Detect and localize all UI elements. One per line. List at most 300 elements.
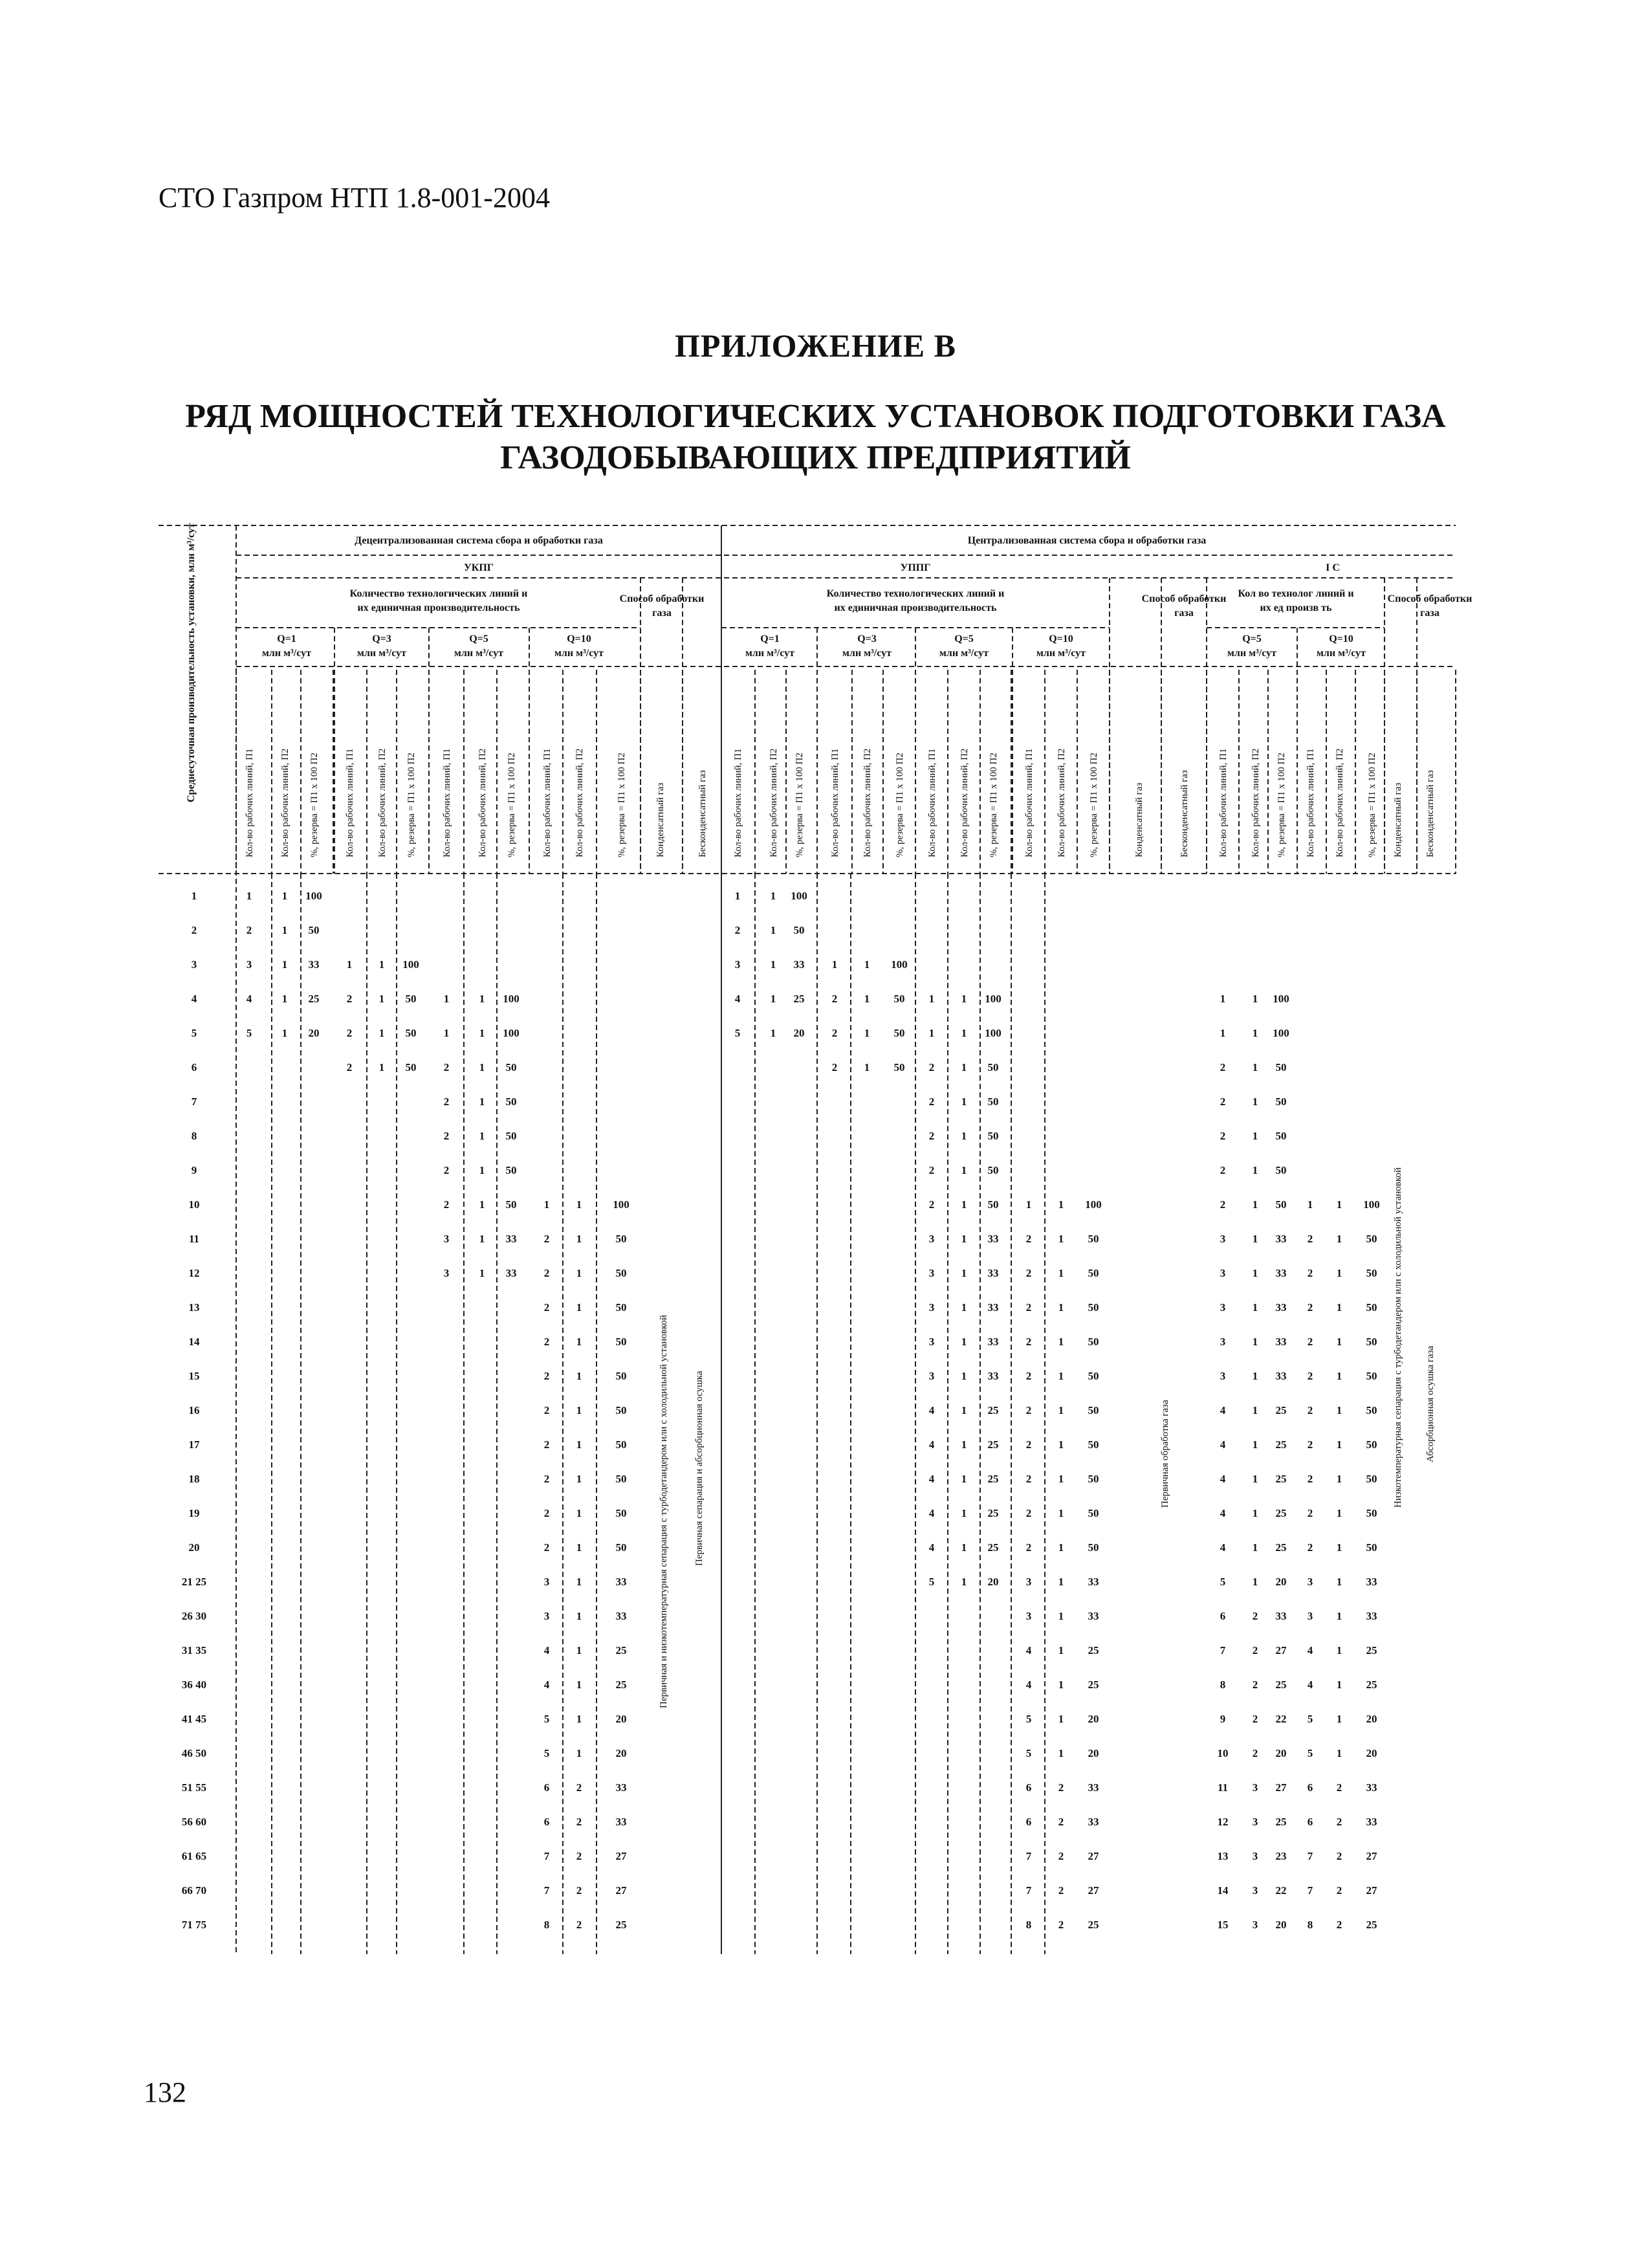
table-cell: 50 [1088,1541,1099,1554]
table-cell: 50 [505,1130,517,1142]
table-cell: 2 [543,1336,550,1348]
table-cell: 100 [791,890,807,902]
table-cell: 1 [1058,1438,1064,1451]
table-cell: 25 [793,993,805,1005]
table-cell: 3 [443,1233,450,1245]
row-label: 56 60 [181,1816,207,1828]
q-unit-7: млн м³/сут [1036,648,1086,659]
table-cell: 2 [576,1919,582,1931]
q-label-7: Q=10 [1049,633,1073,644]
table-cell: 1 [1058,1679,1064,1691]
table-cell: 3 [1220,1267,1226,1279]
table-cell: 2 [346,993,353,1005]
table-cell: 1 [1336,1747,1342,1759]
table-cell: 2 [543,1438,550,1451]
table-cell: 2 [928,1198,935,1211]
table-cell: 4 [734,993,741,1005]
table-cell: 50 [1366,1438,1377,1451]
table-cell: 50 [615,1233,627,1245]
table-cell: 7 [1025,1850,1032,1862]
lines-cen-1: Количество технологических линий и [826,588,1005,599]
table-cell: 1 [1336,1336,1342,1348]
table-cell: 1 [770,958,776,971]
table-cell: 1 [1058,1267,1064,1279]
table-cell: 50 [987,1198,999,1211]
table-cell: 1 [1252,1027,1258,1039]
column-label-29: Кол-во рабочих линий, П2 [1251,748,1261,857]
table-cell: 27 [615,1884,627,1897]
table-cell: 33 [505,1267,517,1279]
table-cell: 1 [1336,1198,1342,1211]
table-cell: 8 [1220,1679,1226,1691]
table-cell: 1 [1252,1198,1258,1211]
table-cell: 1 [281,1027,288,1039]
table-cell: 20 [1366,1713,1377,1725]
table-cell: 1 [1336,1370,1342,1382]
group-centralized: Централизованная система сбора и обработки газа [967,535,1207,546]
table-cell: 1 [1336,1438,1342,1451]
page-number: 132 [144,2076,186,2108]
lines-ic-2: их ед произв ть [1260,602,1332,613]
table-cell: 3 [543,1576,550,1588]
table-cell: 3 [443,1267,450,1279]
table-cell: 1 [281,890,288,902]
table-cell: 1 [479,1027,485,1039]
table-cell: 1 [576,1747,582,1759]
table-cell: 50 [615,1541,627,1554]
table-cell: 7 [543,1850,550,1862]
table-cell: 1 [864,1027,870,1039]
table-cell: 3 [1252,1816,1258,1828]
table-cell: 1 [1336,1473,1342,1485]
table-cell: 2 [928,1095,935,1108]
q-label-9: Q=10 [1329,633,1353,644]
table-cell: 25 [1275,1404,1287,1416]
table-cell: 33 [1088,1576,1099,1588]
table-cell: 50 [1088,1370,1099,1382]
column-label-18: Кол-во рабочих линий, П2 [862,748,873,857]
table-cell: 1 [1336,1541,1342,1554]
group-ic: I С [1326,562,1340,573]
table-cell: 50 [793,924,805,936]
column-label-28: Кол-во рабочих линий, П1 [1218,748,1229,857]
table-cell: 100 [305,890,322,902]
table-cell: 33 [615,1576,627,1588]
table-cell: 4 [1220,1507,1226,1519]
table-cell: 1 [1252,1473,1258,1485]
table-cell: 20 [615,1747,627,1759]
note-cen-primary: Первичная обработка газа [1160,1400,1170,1508]
row-label: 46 50 [181,1747,207,1759]
row-label: 13 [188,1301,200,1314]
table-cell: 4 [246,993,252,1005]
table-cell: 3 [1220,1301,1226,1314]
table-cell: 2 [928,1164,935,1176]
appendix-title: ПРИЛОЖЕНИЕ В [675,327,956,364]
table-cell: 20 [1088,1713,1099,1725]
method-ic-2: газа [1420,608,1439,619]
table-cell: 33 [793,958,805,971]
table-cell: 4 [1307,1644,1313,1657]
table-cell: 2 [1025,1301,1032,1314]
table-cell: 2 [443,1130,450,1142]
table-cell: 3 [1220,1336,1226,1348]
table-cell: 2 [346,1027,353,1039]
table-cell: 1 [246,890,252,902]
table-cell: 1 [1336,1267,1342,1279]
table-cell: 50 [1088,1404,1099,1416]
q-unit-9: млн м³/сут [1317,648,1366,659]
q-unit-0: млн м³/сут [262,648,311,659]
table-cell: 33 [615,1610,627,1622]
table-cell: 1 [1220,993,1226,1005]
table-cell: 1 [734,890,741,902]
q-label-2: Q=5 [469,633,488,644]
table-cell: 2 [1307,1370,1313,1382]
q-label-5: Q=3 [857,633,877,644]
table-cell: 25 [615,1679,627,1691]
table-cell: 33 [987,1336,999,1348]
table-cell: 1 [961,1541,967,1554]
table-cell: 1 [281,993,288,1005]
table-cell: 3 [928,1267,935,1279]
table-cell: 2 [543,1301,550,1314]
table-cell: 6 [543,1816,550,1828]
table-cell: 100 [1273,993,1289,1005]
row-label: 20 [188,1541,200,1554]
table-cell: 100 [613,1198,629,1211]
row-label: 7 [191,1095,197,1108]
table-cell: 25 [308,993,320,1005]
row-label: 17 [188,1438,200,1451]
table-cell: 1 [1058,1610,1064,1622]
table-cell: 1 [576,1679,582,1691]
table-cell: 1 [281,924,288,936]
column-label-25: %, резерва = П1 x 100 П2 [1089,753,1099,857]
table-cell: 1 [961,1164,967,1176]
table-cell: 22 [1275,1713,1287,1725]
table-cell: 2 [543,1370,550,1382]
column-label-13: Бесконденсатный газ [697,770,708,857]
table-cell: 3 [928,1233,935,1245]
lines-cen-2: их единичная производительность [834,602,997,613]
table-cell: 3 [928,1336,935,1348]
table-cell: 50 [405,1027,417,1039]
row-label: 51 55 [181,1781,207,1794]
table-cell: 1 [1252,1336,1258,1348]
column-label-20: Кол-во рабочих линий, П1 [927,748,937,857]
table-cell: 1 [479,1130,485,1142]
table-cell: 1 [961,1095,967,1108]
table-cell: 2 [1336,1850,1342,1862]
table-cell: 50 [505,1095,517,1108]
row-label: 9 [191,1164,197,1176]
table-cell: 8 [1307,1919,1313,1931]
table-cell: 1 [1058,1473,1064,1485]
row-label: 2 [191,924,197,936]
method-cen-2: газа [1174,608,1194,619]
column-label-24: Кол-во рабочих линий, П2 [1056,748,1067,857]
group-decentralized: Децентрализованная система сбора и обработки газа [355,535,603,546]
table-cell: 2 [543,1404,550,1416]
column-label-12: Конденсатный газ [655,782,666,857]
table-cell: 4 [543,1644,550,1657]
note-ic-condensate: Низкотемпературная сепарация с турбодетандером или с холодильной установкой [1393,1167,1403,1508]
table-cell: 50 [893,1027,905,1039]
table-cell: 2 [1025,1336,1032,1348]
table-cell: 1 [1252,1095,1258,1108]
table-cell: 5 [543,1713,550,1725]
table-cell: 4 [1220,1438,1226,1451]
table-cell: 1 [961,1576,967,1588]
table-cell: 100 [503,993,520,1005]
table-cell: 50 [1366,1404,1377,1416]
note-dec-condensate: Первичная и низкотемпературная сепарация с турбодетандером или с холодильной установкой [659,1315,669,1708]
q-label-3: Q=10 [567,633,591,644]
table-cell: 100 [1273,1027,1289,1039]
table-cell: 1 [576,1541,582,1554]
table-cell: 1 [961,1404,967,1416]
table-cell: 25 [1275,1507,1287,1519]
table-cell: 33 [1366,1781,1377,1794]
table-cell: 50 [1275,1130,1287,1142]
table-cell: 4 [1025,1644,1032,1657]
table-cell: 2 [443,1061,450,1073]
row-label: 14 [188,1336,200,1348]
table-cell: 25 [1275,1679,1287,1691]
table-cell: 4 [928,1473,935,1485]
table-cell: 3 [1220,1370,1226,1382]
table-cell: 33 [1366,1610,1377,1622]
column-label-1: Кол-во рабочих линий, П2 [280,748,290,857]
table-cell: 27 [1366,1850,1377,1862]
page-title-line1: РЯД МОЩНОСТЕЙ ТЕХНОЛОГИЧЕСКИХ УСТАНОВОК ПОДГОТОВКИ ГАЗА [185,398,1446,435]
table-cell: 6 [1025,1816,1032,1828]
table-cell: 2 [443,1164,450,1176]
table-cell: 1 [961,1336,967,1348]
table-cell: 3 [1252,1884,1258,1897]
table-cell: 1 [864,1061,870,1073]
table-cell: 2 [1220,1095,1226,1108]
table-cell: 7 [1307,1850,1313,1862]
column-label-11: %, резерва = П1 x 100 П2 [617,753,627,857]
lines-ic-1: Кол во технолог линий и [1238,588,1354,599]
table-cell: 1 [479,1233,485,1245]
q-label-8: Q=5 [1242,633,1262,644]
table-cell: 2 [1220,1198,1226,1211]
table-cell: 50 [505,1164,517,1176]
table-cell: 4 [928,1438,935,1451]
table-cell: 9 [1220,1713,1226,1725]
column-label-3: Кол-во рабочих линий, П1 [345,748,355,857]
table-cell: 2 [1252,1644,1258,1657]
table-cell: 33 [1275,1610,1287,1622]
table-cell: 3 [543,1610,550,1622]
q-unit-4: млн м³/сут [745,648,794,659]
table-cell: 5 [1307,1713,1313,1725]
column-label-35: Бесконденсатный газ [1425,770,1436,857]
table-cell: 1 [576,1267,582,1279]
column-label-4: Кол-во рабочих линий, П2 [377,748,388,857]
table-cell: 50 [1366,1267,1377,1279]
table-cell: 2 [734,924,741,936]
table-cell: 2 [1336,1884,1342,1897]
column-label-22: %, резерва = П1 x 100 П2 [989,753,999,857]
table-cell: 1 [1336,1233,1342,1245]
row-label: 66 70 [181,1884,207,1897]
table-cell: 6 [543,1781,550,1794]
note-ic-nocondensate: Абсорбционная осушка газа [1425,1345,1436,1462]
table-cell: 1 [576,1644,582,1657]
table-cell: 50 [893,993,905,1005]
table-cell: 1 [479,1164,485,1176]
table-cell: 4 [928,1404,935,1416]
table-cell: 50 [1275,1164,1287,1176]
table-cell: 1 [961,993,967,1005]
table-cell: 25 [1366,1919,1377,1931]
table-cell: 1 [1058,1747,1064,1759]
table-cell: 1 [961,1267,967,1279]
row-label: 8 [191,1130,197,1142]
table-cell: 2 [543,1267,550,1279]
table-cell: 1 [1252,1164,1258,1176]
table-cell: 2 [576,1884,582,1897]
table-cell: 50 [1366,1301,1377,1314]
table-cell: 25 [987,1438,999,1451]
table-cell: 100 [402,958,419,971]
table-cell: 2 [1025,1473,1032,1485]
table-cell: 20 [308,1027,320,1039]
table-cell: 2 [928,1061,935,1073]
table-cell: 33 [1275,1233,1287,1245]
table-cell: 1 [928,1027,935,1039]
table-cell: 6 [1220,1610,1226,1622]
q-unit-6: млн м³/сут [939,648,989,659]
table-cell: 2 [1058,1884,1064,1897]
table-cell: 3 [1025,1610,1032,1622]
table-cell: 50 [615,1370,627,1382]
table-cell: 50 [1366,1370,1377,1382]
row-label: 19 [188,1507,200,1519]
table-cell: 25 [987,1507,999,1519]
table-cell: 50 [1088,1507,1099,1519]
table-cell: 2 [1307,1473,1313,1485]
table-cell: 1 [576,1198,582,1211]
group-ukpg: УКПГ [464,562,494,573]
table-cell: 4 [1025,1679,1032,1691]
table-cell: 50 [1366,1473,1377,1485]
table-cell: 1 [1252,1267,1258,1279]
table-cell: 2 [1307,1301,1313,1314]
table-cell: 50 [615,1473,627,1485]
table-cell: 2 [543,1541,550,1554]
table-cell: 1 [378,1027,385,1039]
table-cell: 33 [1088,1781,1099,1794]
table-cell: 1 [1252,1301,1258,1314]
column-label-10: Кол-во рабочих линий, П2 [575,748,585,857]
table-cell: 20 [987,1576,999,1588]
table-cell: 4 [928,1541,935,1554]
table-cell: 50 [1088,1336,1099,1348]
table-cell: 2 [1307,1336,1313,1348]
table-cell: 50 [615,1404,627,1416]
row-label: 12 [188,1267,200,1279]
table-cell: 27 [1088,1884,1099,1897]
table-cell: 50 [1275,1198,1287,1211]
table-cell: 1 [1336,1507,1342,1519]
table-cell: 6 [1307,1781,1313,1794]
table-cell: 50 [1366,1507,1377,1519]
group-uppg: УППГ [900,562,931,573]
table-cell: 1 [1336,1713,1342,1725]
table-cell: 1 [1058,1644,1064,1657]
table-cell: 2 [1058,1919,1064,1931]
table-cell: 6 [1025,1781,1032,1794]
table-cell: 4 [1307,1679,1313,1691]
table-cell: 3 [1025,1576,1032,1588]
table-cell: 23 [1275,1850,1287,1862]
table-cell: 5 [543,1747,550,1759]
q-label-1: Q=3 [372,633,391,644]
table-cell: 100 [985,1027,1002,1039]
table-cell: 1 [1252,993,1258,1005]
table-cell: 33 [987,1370,999,1382]
table-cell: 1 [1252,1370,1258,1382]
table-cell: 100 [985,993,1002,1005]
method-ic-1: Способ обработки [1387,593,1472,604]
table-cell: 2 [1025,1438,1032,1451]
table-cell: 1 [1252,1404,1258,1416]
table-cell: 3 [1252,1850,1258,1862]
table-cell: 1 [1058,1507,1064,1519]
table-cell: 1 [576,1336,582,1348]
table-cell: 20 [1366,1747,1377,1759]
table-cell: 6 [1307,1816,1313,1828]
table-cell: 5 [928,1576,935,1588]
table-cell: 3 [1307,1576,1313,1588]
table-cell: 20 [793,1027,805,1039]
table-cell: 25 [1366,1644,1377,1657]
table-cell: 1 [1252,1438,1258,1451]
table-cell: 33 [615,1816,627,1828]
table-cell: 27 [1366,1884,1377,1897]
table-cell: 1 [576,1713,582,1725]
table-cell: 3 [1252,1919,1258,1931]
table-cell: 4 [1220,1473,1226,1485]
method-cen-1: Способ обработки [1141,593,1227,604]
table-cell: 33 [308,958,320,971]
table-cell: 1 [443,1027,450,1039]
column-label-34: Конденсатный газ [1393,782,1403,857]
table-cell: 33 [987,1301,999,1314]
column-label-21: Кол-во рабочих линий, П2 [959,748,970,857]
table-cell: 50 [308,924,320,936]
table-cell: 1 [479,1061,485,1073]
row-label: 5 [191,1027,197,1039]
table-cell: 1 [1025,1198,1032,1211]
table-cell: 1 [281,958,288,971]
q-label-6: Q=5 [954,633,974,644]
table-cell: 1 [1252,1061,1258,1073]
note-dec-nocondensate: Первичная сепарация и абсорбционная осушка [694,1371,705,1566]
table-cell: 1 [576,1610,582,1622]
table-cell: 50 [1088,1267,1099,1279]
table-cell: 50 [405,1061,417,1073]
table-cell: 15 [1217,1919,1229,1931]
table-cell: 25 [987,1541,999,1554]
table-cell: 5 [1025,1713,1032,1725]
page-title-line2: ГАЗОДОБЫВАЮЩИХ ПРЕДПРИЯТИЙ [500,439,1131,476]
